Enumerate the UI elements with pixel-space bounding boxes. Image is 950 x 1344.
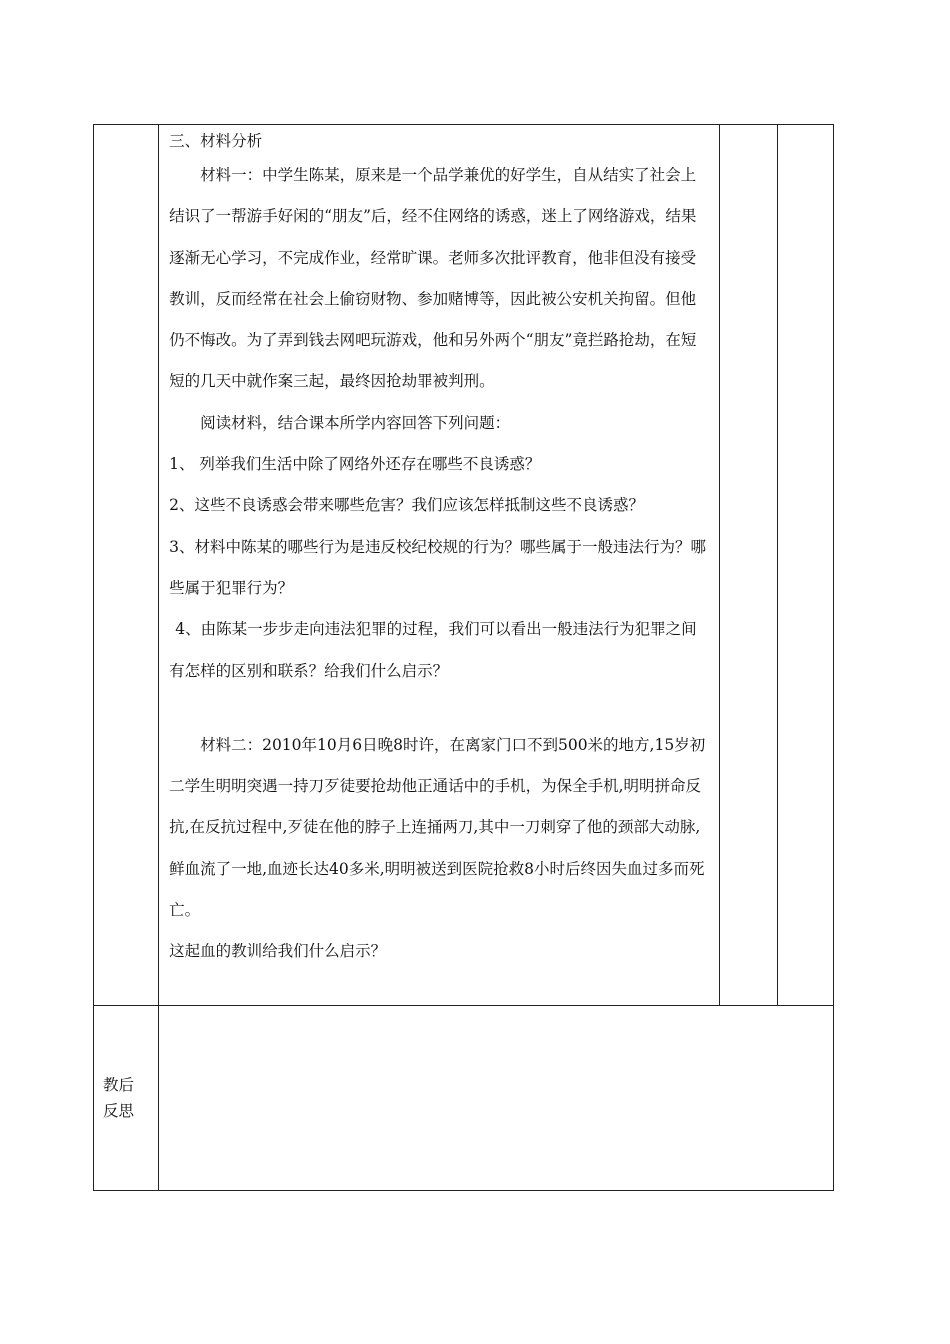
spacer (169, 692, 711, 725)
reading-instruction: 阅读材料，结合课本所学内容回答下列问题： (200, 413, 511, 432)
question-4: 4、由陈某一步步走向违法犯罪的过程，我们可以看出一般违法行为犯罪之间有怎样的区别和联系？给我们什么启示？ (169, 620, 697, 680)
lesson-plan-table (93, 124, 834, 1191)
empty-cell-right-2 (777, 125, 833, 1006)
material-analysis-row (94, 125, 834, 1006)
content-cell (159, 125, 720, 1006)
reflection-content-cell (159, 1006, 834, 1191)
reflection-row (94, 1006, 834, 1191)
question-3: 3、材料中陈某的哪些行为是违反校纪校规的行为？哪些属于一般违法行为？哪些属于犯罪行为？ (169, 537, 706, 597)
reflection-label-cell (94, 1006, 159, 1191)
material-analysis-content (159, 125, 719, 973)
section-heading: 三、材料分析 (169, 132, 263, 150)
empty-cell-right-1 (719, 125, 777, 1006)
material-one-text: 材料一：中学生陈某，原来是一个品学兼优的好学生，自从结实了社会上结识了一帮游手好闲的“朋友”后，经不住网络的诱惑，迷上了网络游戏，结果逐渐无心学习，不完成作业，经常旷课。老师多次批评教育，他非但没有接受教训，反而经常在社会上偷窃财物、参加赌博等，因此被公安机关拘留。但他仍不悔改。为了弄到钱去网吧玩游戏，他和另外两个“朋友”竟拦路抢劫，在短短的几天中就作案三起，最终因抢劫罪被判刑。 (169, 166, 697, 391)
reflection-label-line2: 反思 (103, 1102, 135, 1120)
question-1: 1、 列举我们生活中除了网络外还存在哪些不良诱惑？ (169, 455, 541, 474)
material-two-text: 材料二：2010年10月6日晚8时许，在离家门口不到500米的地方,15岁初二学生明明突遇一持刀歹徒要抢劫他正通话中的手机，为保全手机,明明拼命反抗,在反抗过程中,歹徒在他的脖子上连捅两刀,其中一刀刺穿了他的颈部大动脉,鲜血流了一地,血迹长达40多米,明明被送到医院抢救8小时后终因失血过多而死亡。 (169, 735, 706, 920)
material-two-question: 这起血的教训给我们什么启示？ (169, 942, 387, 961)
left-empty-cell (94, 125, 159, 1006)
reflection-label-line1: 教后 (103, 1076, 135, 1094)
question-2: 2、这些不良诱惑会带来哪些危害？我们应该怎样抵制这些不良诱惑？ (169, 496, 644, 515)
